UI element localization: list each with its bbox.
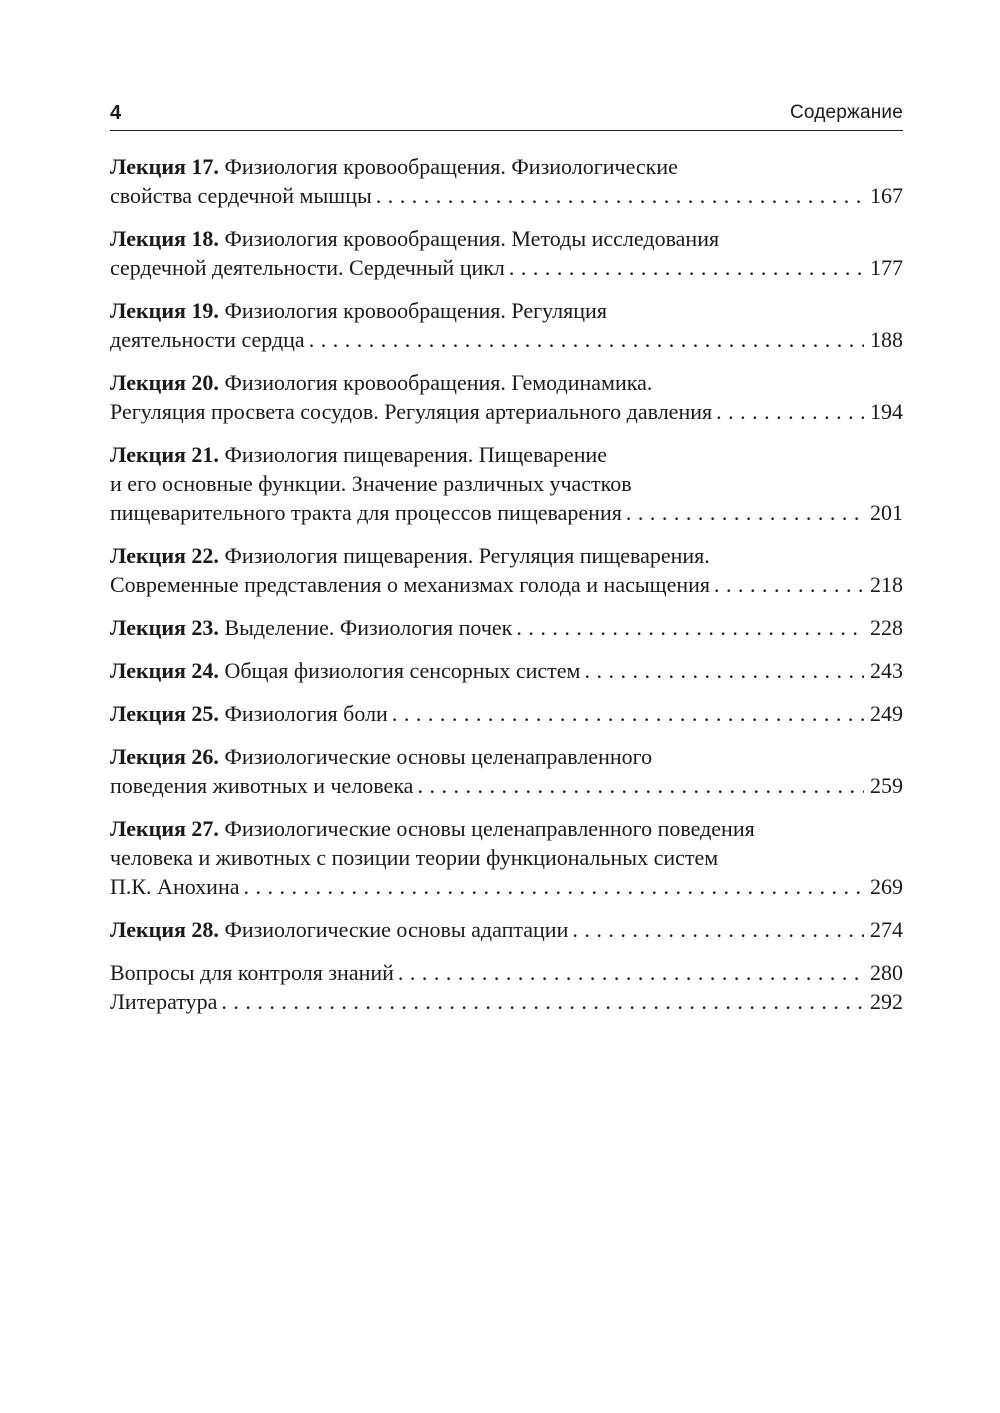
toc-entry-last-line <box>110 771 903 800</box>
toc-entry-title <box>110 771 413 800</box>
page-ref: 194 <box>870 399 903 424</box>
toc-entry-title <box>110 181 372 210</box>
toc-entry-title <box>110 872 240 901</box>
toc-entry-line <box>110 368 903 397</box>
toc-entry[interactable] <box>110 296 903 354</box>
dot-leader <box>376 181 864 210</box>
toc-entry[interactable] <box>110 152 903 210</box>
toc-entry-last-line <box>110 613 903 642</box>
toc-entry-text: Физиология кровообращения. Регуляция <box>224 298 607 323</box>
toc-entry-line <box>110 440 903 469</box>
toc-entry-text: человека и животных с позиции теории функциональных систем <box>110 845 719 870</box>
toc-entry-line <box>110 843 903 872</box>
toc-entry-last-line <box>110 325 903 354</box>
running-title: Содержание <box>789 102 903 123</box>
toc-entry-text: и его основные функции. Значение различных участков <box>110 471 632 496</box>
toc-entry-last-line <box>110 397 903 426</box>
dot-leader <box>626 498 864 527</box>
dot-leader <box>714 570 864 599</box>
dot-leader <box>516 613 864 642</box>
toc-entry-line <box>110 296 903 325</box>
dot-leader <box>716 397 864 426</box>
toc-entry-title <box>110 915 568 944</box>
lecture-label: Лекция 28. <box>110 917 219 942</box>
toc-entry-title <box>110 699 388 728</box>
toc-entry[interactable] <box>110 987 903 1016</box>
page-number: 4 <box>110 102 122 124</box>
toc-entry-text: Современные представления о механизмах голода и насыщения <box>110 572 711 597</box>
toc-entry-last-line <box>110 958 903 987</box>
toc-entry[interactable] <box>110 224 903 282</box>
toc-entry-text: Физиология кровообращения. Методы исследования <box>224 226 720 251</box>
toc-entry[interactable] <box>110 958 903 987</box>
page-ref: 201 <box>870 500 903 525</box>
dot-leader <box>417 771 864 800</box>
toc-entry[interactable] <box>110 656 903 685</box>
toc-entry-text: сердечной деятельности. Сердечный цикл <box>110 255 505 280</box>
dot-leader <box>392 699 864 728</box>
toc-entry-text: Физиологические основы целенаправленного поведения <box>224 816 755 841</box>
toc-entry-text: Общая физиология сенсорных систем <box>224 658 581 683</box>
toc-entry[interactable] <box>110 742 903 800</box>
lecture-label: Лекция 27. <box>110 816 219 841</box>
toc-entry-line <box>110 469 903 498</box>
page-ref: 167 <box>870 183 903 208</box>
lecture-label: Лекция 18. <box>110 226 219 251</box>
page-ref: 269 <box>870 874 903 899</box>
dot-leader <box>572 915 864 944</box>
toc-entry-title <box>110 397 712 426</box>
toc-entry[interactable] <box>110 814 903 901</box>
toc-entry-last-line <box>110 253 903 282</box>
toc-entry-text: Литература <box>110 989 218 1014</box>
toc-entry-text: П.К. Анохина <box>110 874 240 899</box>
toc-entry-text: поведения животных и человека <box>110 773 414 798</box>
toc-entry-line <box>110 814 903 843</box>
toc-entry[interactable] <box>110 613 903 642</box>
toc-entry-text: Физиология пищеварения. Пищеварение <box>224 442 608 467</box>
toc-entry-line <box>110 224 903 253</box>
toc-entry-text: деятельности сердца <box>110 327 305 352</box>
toc-entry-last-line <box>110 570 903 599</box>
page-ref: 218 <box>870 572 903 597</box>
toc-entry-line <box>110 541 903 570</box>
dot-leader <box>584 656 864 685</box>
toc-entry-text: Вопросы для контроля знаний <box>110 960 394 985</box>
lecture-label: Лекция 24. <box>110 658 219 683</box>
toc-entry-title <box>110 570 710 599</box>
toc-entry-text: Физиология боли <box>224 701 388 726</box>
page-ref: 249 <box>870 701 903 726</box>
toc-entry-text: свойства сердечной мышцы <box>110 183 372 208</box>
toc-entry-title <box>110 958 394 987</box>
toc-entry-last-line <box>110 987 903 1016</box>
page-ref: 274 <box>870 917 903 942</box>
toc-entry-text: Регуляция просвета сосудов. Регуляция артериального давления <box>110 399 713 424</box>
toc-entry-last-line <box>110 699 903 728</box>
toc-entry-title <box>110 498 622 527</box>
toc-entry-line <box>110 152 903 181</box>
dot-leader <box>509 253 864 282</box>
lecture-label: Лекция 26. <box>110 744 219 769</box>
dot-leader <box>398 958 864 987</box>
toc-entry-text: Физиология пищеварения. Регуляция пищеварения. <box>224 543 710 568</box>
toc-entry-last-line <box>110 872 903 901</box>
toc-entry-text: Физиология кровообращения. Гемодинамика. <box>224 370 653 395</box>
lecture-label: Лекция 21. <box>110 442 219 467</box>
toc-entry-text: Выделение. Физиология почек <box>224 615 513 640</box>
dot-leader <box>221 987 864 1016</box>
page-ref: 259 <box>870 773 903 798</box>
lecture-label: Лекция 19. <box>110 298 219 323</box>
toc-entry-title <box>110 253 505 282</box>
page-ref: 228 <box>870 615 903 640</box>
lecture-label: Лекция 17. <box>110 154 219 179</box>
toc-entry-title <box>110 325 305 354</box>
toc-entry[interactable] <box>110 541 903 599</box>
page-ref: 243 <box>870 658 903 683</box>
toc-entry-last-line <box>110 656 903 685</box>
lecture-label: Лекция 20. <box>110 370 219 395</box>
page-ref: 177 <box>870 255 903 280</box>
toc-entry-text: Физиология кровообращения. Физиологические <box>224 154 678 179</box>
lecture-label: Лекция 25. <box>110 701 219 726</box>
toc-entry[interactable] <box>110 440 903 527</box>
lecture-label: Лекция 22. <box>110 543 219 568</box>
toc-entry-text: Физиологические основы адаптации <box>224 917 569 942</box>
toc-entry-title <box>110 656 580 685</box>
page-ref: 280 <box>870 960 903 985</box>
toc-entry-title <box>110 613 512 642</box>
page-ref: 188 <box>870 327 903 352</box>
toc-entry-title <box>110 987 217 1016</box>
table-of-contents <box>110 152 903 1030</box>
toc-entry-text: Физиологические основы целенаправленного <box>224 744 653 769</box>
toc-entry-text: пищеварительного тракта для процессов пищеварения <box>110 500 622 525</box>
toc-entry[interactable] <box>110 368 903 426</box>
toc-entry-last-line <box>110 915 903 944</box>
toc-entry[interactable] <box>110 915 903 944</box>
toc-entry[interactable] <box>110 699 903 728</box>
toc-entry-line <box>110 742 903 771</box>
dot-leader <box>309 325 864 354</box>
page-header <box>110 98 903 131</box>
lecture-label: Лекция 23. <box>110 615 219 640</box>
toc-entry-last-line <box>110 498 903 527</box>
page-ref: 292 <box>870 989 903 1014</box>
dot-leader <box>244 872 865 901</box>
toc-entry-last-line <box>110 181 903 210</box>
